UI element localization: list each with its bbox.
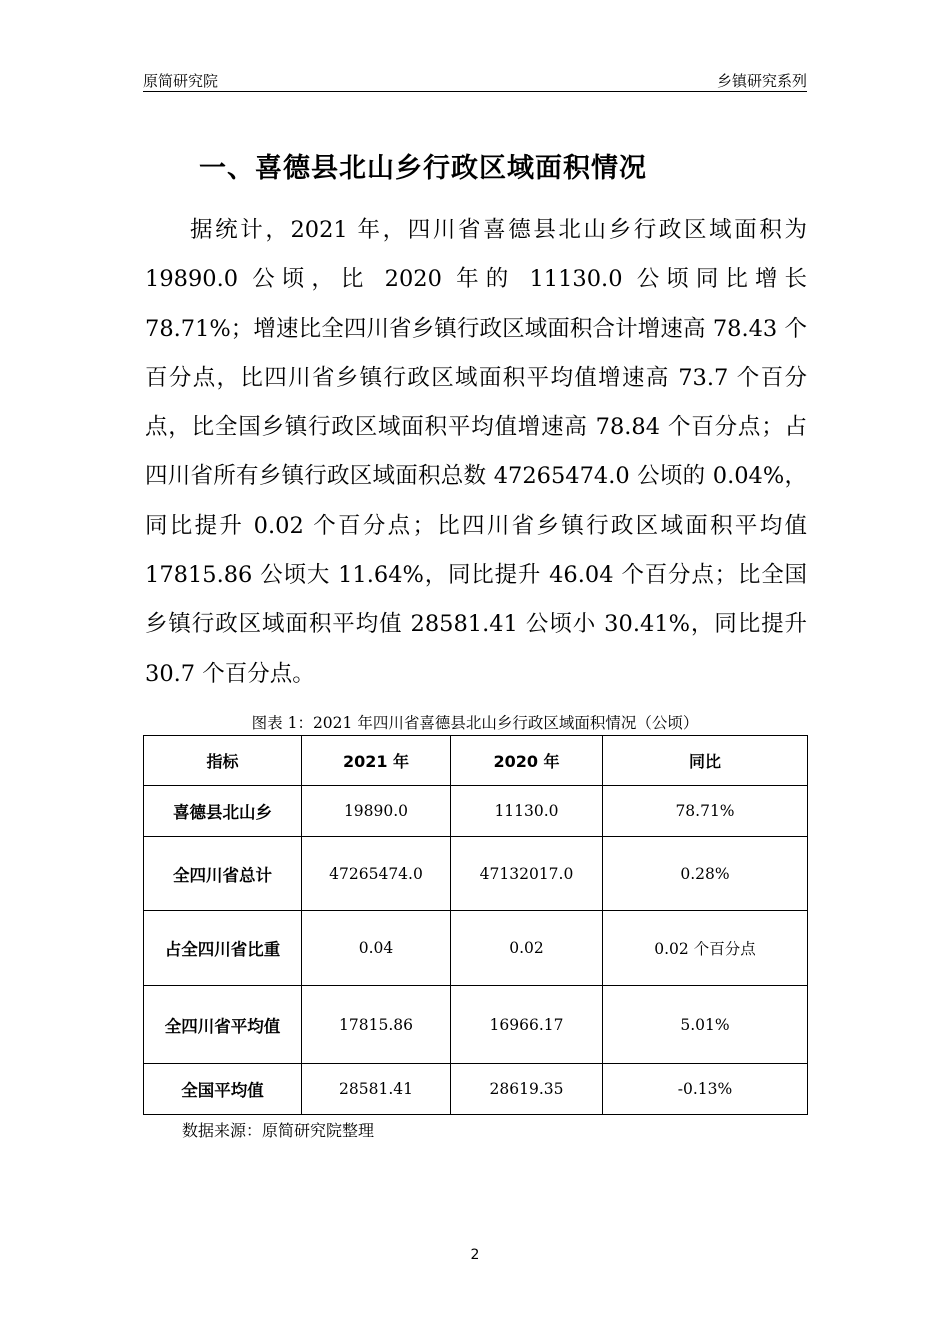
column-header: 指标 — [144, 736, 302, 786]
header-divider — [143, 91, 807, 92]
table-cell: 0.28% — [603, 837, 808, 911]
section-title: 一、喜德县北山乡行政区域面积情况 — [199, 153, 647, 184]
table-cell: 0.04 — [302, 911, 451, 986]
table-row — [144, 911, 808, 986]
table-row — [144, 837, 808, 911]
area-table — [143, 735, 808, 1115]
row-label: 喜德县北山乡 — [144, 786, 302, 837]
row-label: 全国平均值 — [144, 1064, 302, 1115]
table-cell: 16966.17 — [451, 986, 603, 1064]
body-paragraph: 据统计，2021 年，四川省喜德县北山乡行政区域面积为 19890.0 公顷，比 2020 年的 11130.0 公顷同比增长 78.71%；增速比全四川省乡镇行政区域面积合计增速高 78.43 个百分点，比四川省乡镇行政区域面积平均值增速高 73.7 个百分点，比全国乡镇行政区域面积平均值增速高 78.84 个百分点；占四川省所有乡镇行政区域面积总数 47265474.0 公顷的 0.04%，同比提升 0.02 个百分点；比四川省乡镇行政区域面积平均值 17815.86 公顷大 11.64%，同比提升 46.04 个百分点；比全国乡镇行政区域面积平均值 28581.41 公顷小 30.41%，同比提升 30.7 个百分点。 — [145, 217, 807, 687]
table-cell: -0.13% — [603, 1064, 808, 1115]
header-series-name: 乡镇研究系列 — [716, 72, 807, 90]
table-row — [144, 786, 808, 837]
table-cell: 47132017.0 — [451, 837, 603, 911]
table-cell: 5.01% — [603, 986, 808, 1064]
header-org-name: 原简研究院 — [143, 72, 219, 90]
data-source-note: 数据来源：原简研究院整理 — [182, 1121, 375, 1140]
table-cell: 28619.35 — [451, 1064, 603, 1115]
table-cell: 19890.0 — [302, 786, 451, 837]
table-row — [144, 1064, 808, 1115]
table-cell: 0.02 个百分点 — [603, 911, 808, 986]
table-cell: 78.71% — [603, 786, 808, 837]
table-header-row — [144, 736, 808, 786]
table-cell: 0.02 — [451, 911, 603, 986]
table-row — [144, 986, 808, 1064]
row-label: 占全四川省比重 — [144, 911, 302, 986]
column-header: 2021 年 — [302, 736, 451, 786]
column-header: 同比 — [603, 736, 808, 786]
column-header: 2020 年 — [451, 736, 603, 786]
table-cell: 11130.0 — [451, 786, 603, 837]
table-cell: 47265474.0 — [302, 837, 451, 911]
page-number: 2 — [470, 1247, 480, 1263]
row-label: 全四川省总计 — [144, 837, 302, 911]
table-cell: 17815.86 — [302, 986, 451, 1064]
table-cell: 28581.41 — [302, 1064, 451, 1115]
row-label: 全四川省平均值 — [144, 986, 302, 1064]
table-caption: 图表 1：2021 年四川省喜德县北山乡行政区域面积情况（公顷） — [251, 714, 699, 732]
